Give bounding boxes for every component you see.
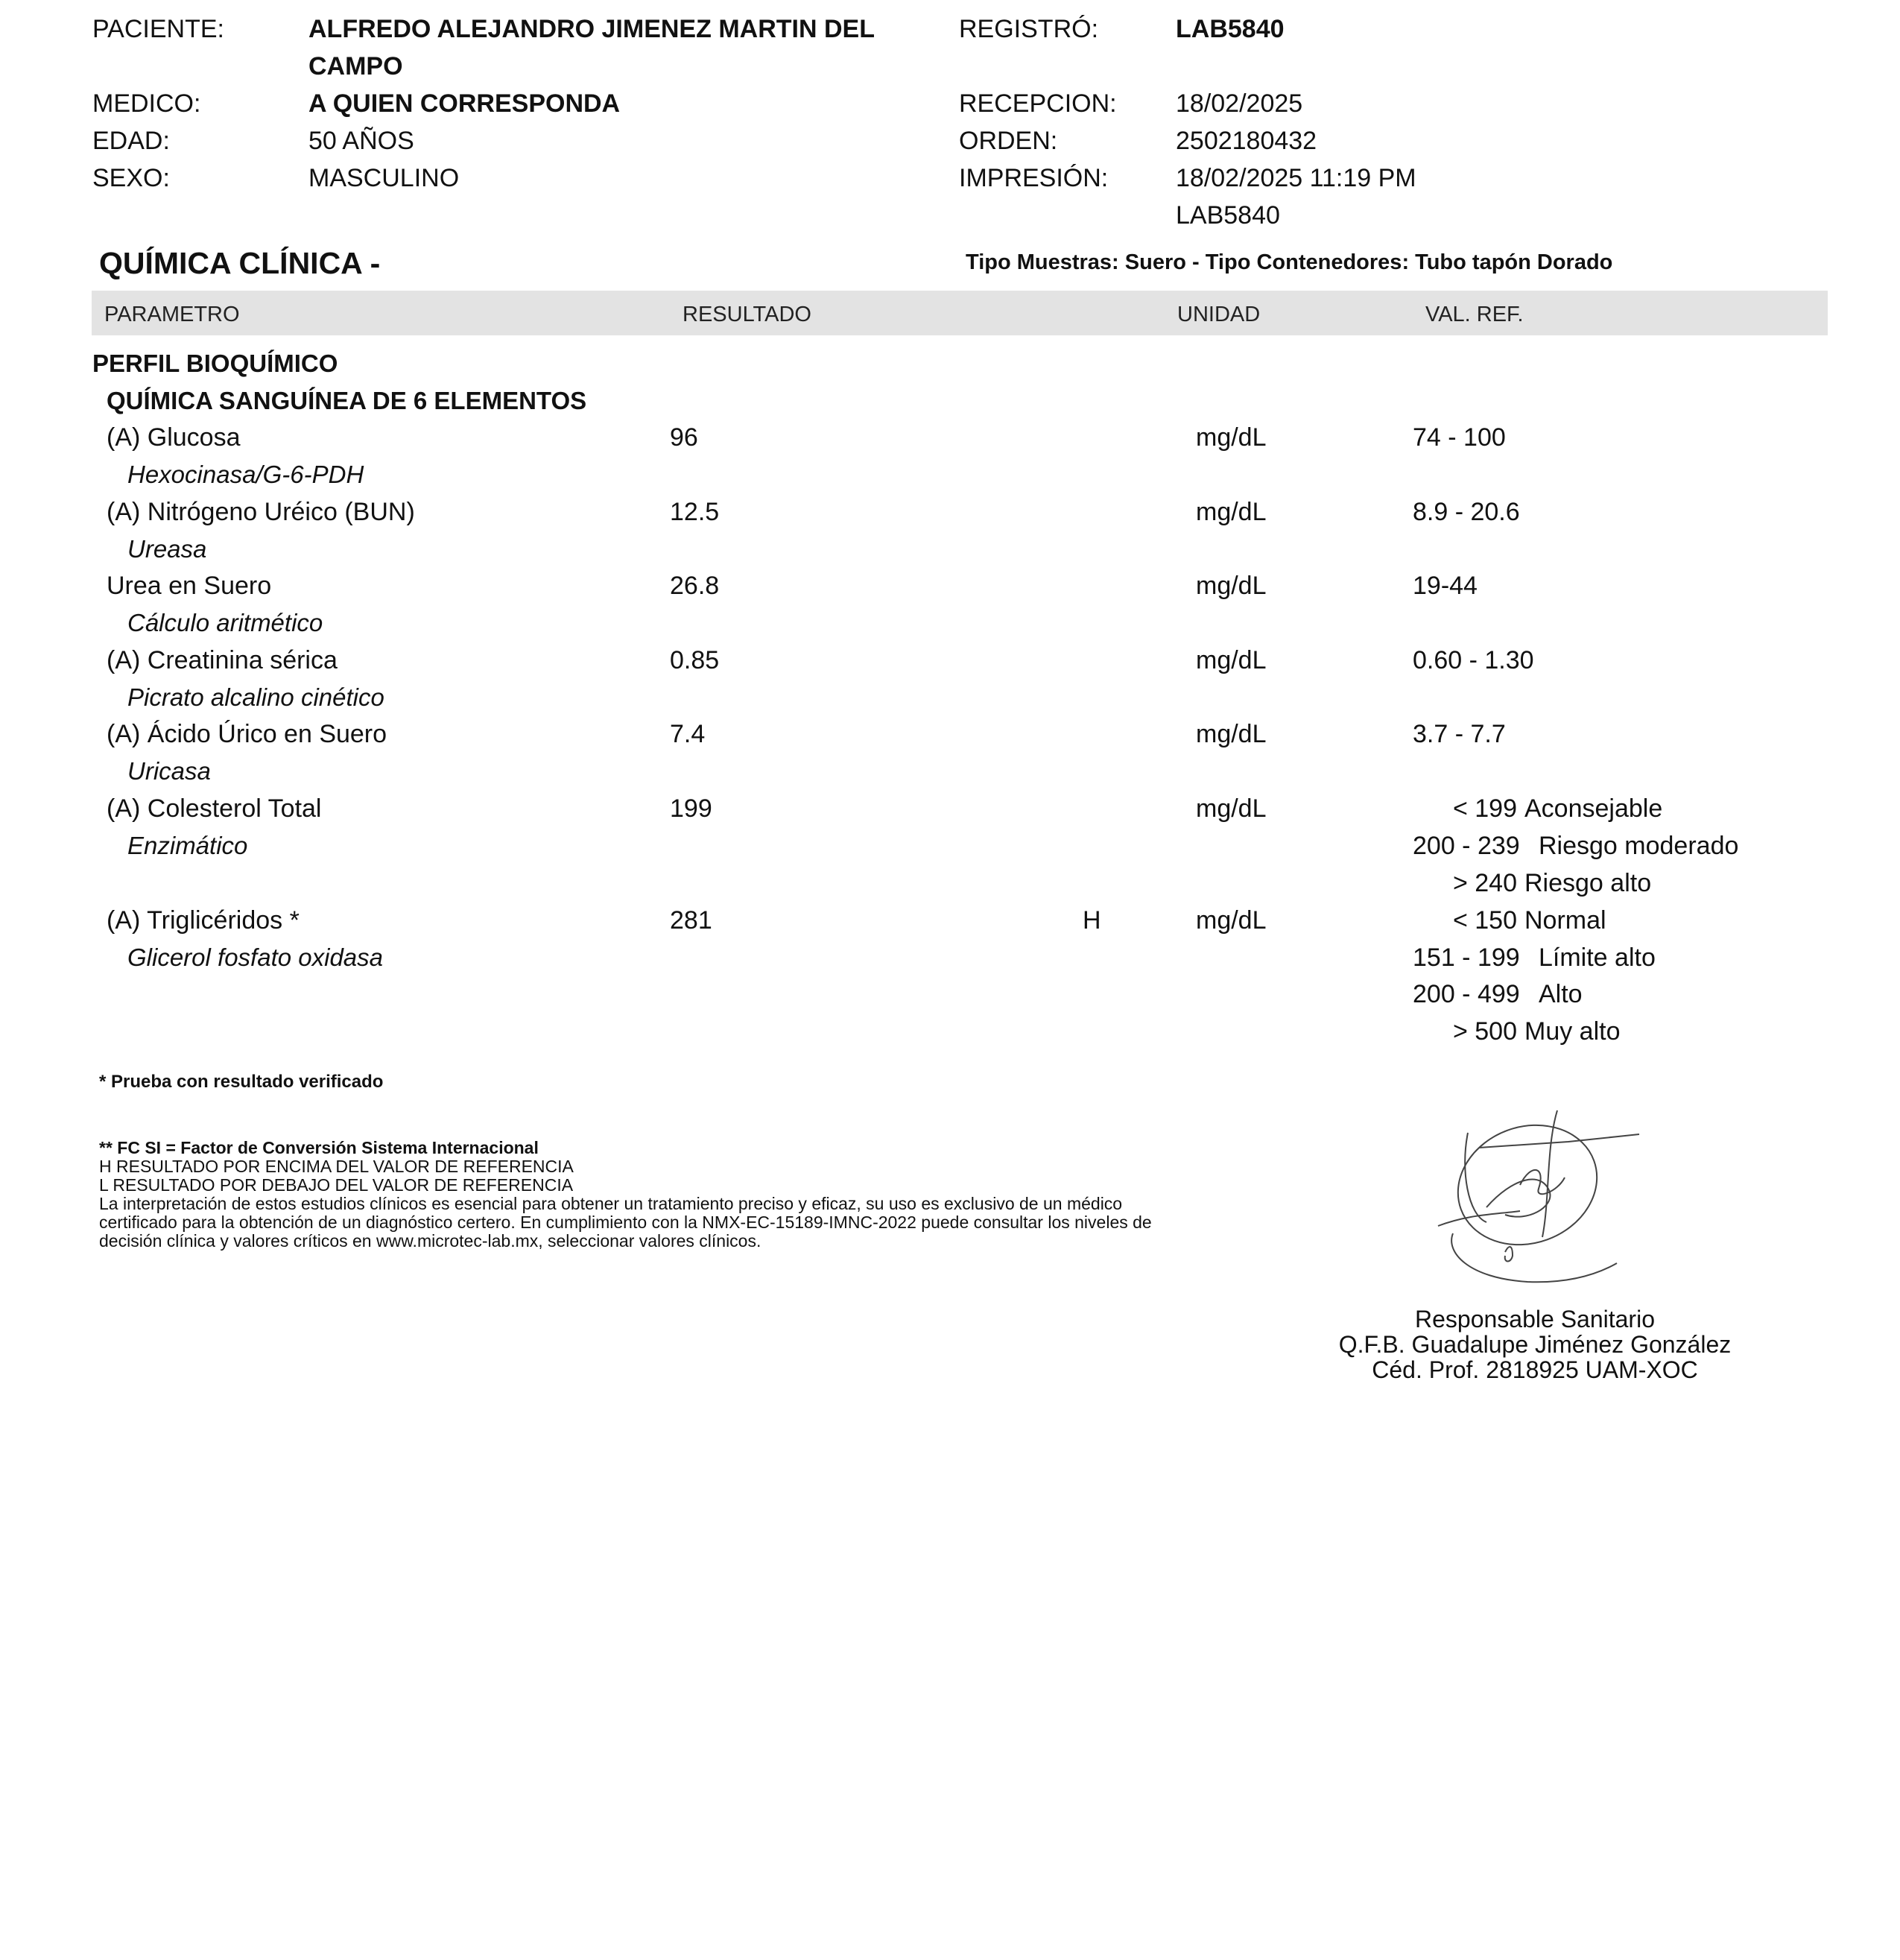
test-ref: 3.7 - 7.7 — [1413, 720, 1506, 748]
legend-line: L RESULTADO POR DEBAJO DEL VALOR DE REFERENCIA — [99, 1175, 574, 1195]
order-label: ORDEN: — [959, 127, 1058, 155]
test-method: Cálculo aritmético — [127, 609, 323, 636]
print-label: IMPRESIÓN: — [959, 164, 1109, 192]
ref-range: > 500 — [1452, 1017, 1517, 1046]
patient-name-line2: CAMPO — [308, 52, 403, 80]
age-value: 50 AÑOS — [308, 127, 414, 155]
legend-line: certificado para la obtención de un diagnóstico certero. En cumplimiento con la NMX-EC-15189-IMNC-2022 puede consultar los niveles de — [99, 1213, 1152, 1232]
test-result: 7.4 — [670, 720, 706, 748]
section-title: QUÍMICA CLÍNICA - — [99, 246, 381, 280]
header-val-ref: VAL. REF. — [1425, 303, 1524, 326]
ref-label: Alto — [1539, 980, 1583, 1008]
test-name: (A) Creatinina sérica — [107, 646, 338, 674]
doctor-value: A QUIEN CORRESPONDA — [308, 89, 621, 118]
sex-label: SEXO: — [92, 164, 170, 192]
ref-range: < 199 — [1452, 794, 1517, 823]
test-result: 96 — [670, 423, 698, 452]
test-ref: 19-44 — [1413, 572, 1478, 600]
legend — [99, 1139, 1152, 1251]
test-name: (A) Ácido Úrico en Suero — [107, 720, 387, 748]
test-method: Uricasa — [127, 757, 211, 785]
test-method: Enzimático — [127, 832, 248, 859]
print-value-line2: LAB5840 — [1176, 201, 1280, 230]
test-method: Ureasa — [127, 535, 207, 563]
legend-line: decisión clínica y valores críticos en www.microtec-lab.mx, seleccionar valores clínicos. — [99, 1231, 761, 1251]
ref-range: > 240 — [1452, 869, 1517, 897]
header-unidad: UNIDAD — [1177, 303, 1261, 326]
test-method: Glicerol fosfato oxidasa — [127, 943, 384, 971]
test-unit: mg/dL — [1196, 906, 1267, 935]
ref-label: Riesgo alto — [1524, 869, 1652, 897]
test-name: (A) Glucosa — [107, 423, 241, 452]
reception-value: 18/02/2025 — [1176, 89, 1303, 118]
print-value: 18/02/2025 11:19 PM — [1176, 164, 1416, 192]
patient-label: PACIENTE: — [92, 15, 224, 43]
sample-type: Tipo Muestras: Suero - Tipo Contenedores: Tubo tapón Dorado — [966, 250, 1613, 274]
test-result: 26.8 — [670, 572, 720, 600]
test-unit: mg/dL — [1196, 498, 1267, 526]
signer-name: Q.F.B. Guadalupe Jiménez González — [1338, 1331, 1732, 1358]
signer-block — [1282, 1306, 1788, 1382]
registered-label: REGISTRÓ: — [959, 15, 1099, 43]
ref-label: Aconsejable — [1524, 794, 1663, 823]
test-unit: mg/dL — [1196, 720, 1267, 748]
test-unit: mg/dL — [1196, 646, 1267, 674]
test-result: 12.5 — [670, 498, 720, 526]
ref-range: 200 - 499 — [1413, 980, 1520, 1008]
signature-image — [1416, 1103, 1669, 1289]
test-result: 199 — [670, 794, 712, 823]
profile-subtitle: QUÍMICA SANGUÍNEA DE 6 ELEMENTOS — [107, 387, 587, 414]
ref-label: Límite alto — [1539, 943, 1656, 972]
test-unit: mg/dL — [1196, 572, 1267, 600]
legend-line: H RESULTADO POR ENCIMA DEL VALOR DE REFERENCIA — [99, 1157, 574, 1176]
test-method: Hexocinasa/G-6-PDH — [127, 461, 364, 488]
ref-label: Muy alto — [1524, 1017, 1621, 1046]
test-ref: 8.9 - 20.6 — [1413, 498, 1520, 526]
test-unit: mg/dL — [1196, 423, 1267, 452]
header-resultado: RESULTADO — [683, 303, 811, 326]
reception-label: RECEPCION: — [959, 89, 1117, 118]
patient-name: ALFREDO ALEJANDRO JIMENEZ MARTIN DEL — [308, 15, 875, 43]
sex-value: MASCULINO — [308, 164, 460, 192]
ref-range: 151 - 199 — [1413, 943, 1520, 972]
order-value: 2502180432 — [1176, 127, 1317, 155]
signer-license: Céd. Prof. 2818925 UAM-XOC — [1372, 1356, 1698, 1383]
test-result: 0.85 — [670, 646, 720, 674]
profile-title: PERFIL BIOQUÍMICO — [92, 350, 338, 377]
test-result: 281 — [670, 906, 712, 935]
legend-title: ** FC SI = Factor de Conversión Sistema Internacional — [99, 1138, 539, 1157]
ref-label: Normal — [1524, 906, 1606, 935]
ref-range: < 150 — [1452, 906, 1517, 935]
test-name: (A) Triglicéridos * — [107, 906, 300, 935]
age-label: EDAD: — [92, 127, 170, 155]
registered-value: LAB5840 — [1176, 15, 1285, 43]
signer-role: Responsable Sanitario — [1415, 1306, 1655, 1333]
test-name: Urea en Suero — [107, 572, 272, 600]
test-ref: 74 - 100 — [1413, 423, 1506, 452]
doctor-label: MEDICO: — [92, 89, 201, 118]
ref-label: Riesgo moderado — [1539, 832, 1739, 860]
table-header — [92, 291, 1828, 335]
test-method: Picrato alcalino cinético — [127, 683, 384, 711]
verified-footnote: * Prueba con resultado verificado — [99, 1072, 384, 1092]
test-name: (A) Colesterol Total — [107, 794, 322, 823]
legend-line: La interpretación de estos estudios clínicos es esencial para obtener un tratamiento preciso y eficaz, su uso es exclusivo de un médico — [99, 1194, 1123, 1213]
test-unit: mg/dL — [1196, 794, 1267, 823]
test-ref: 0.60 - 1.30 — [1413, 646, 1534, 674]
test-flag: H — [1083, 906, 1101, 935]
header-parametro: PARAMETRO — [104, 303, 240, 326]
test-name: (A) Nitrógeno Uréico (BUN) — [107, 498, 415, 526]
ref-range: 200 - 239 — [1413, 832, 1520, 860]
